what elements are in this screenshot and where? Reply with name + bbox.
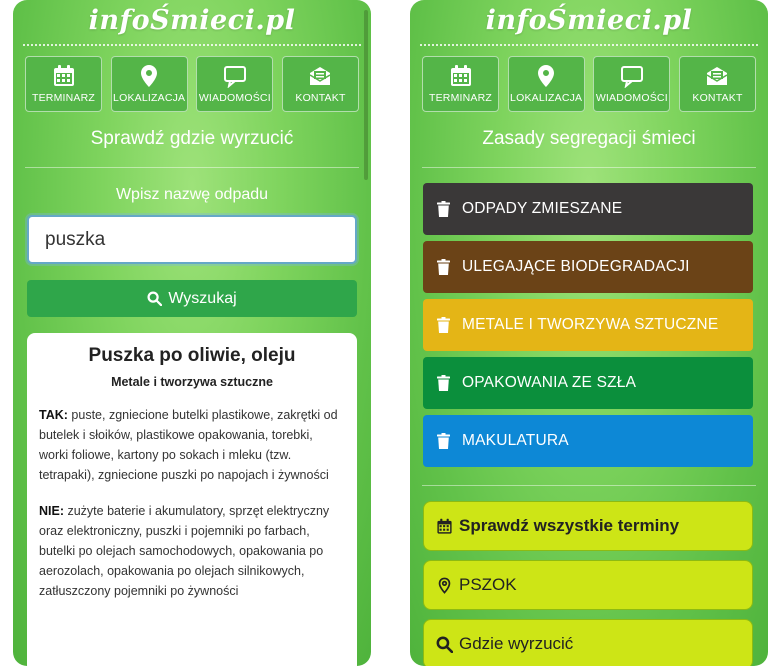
pszok-button[interactable] xyxy=(423,560,753,610)
divider xyxy=(25,167,359,168)
result-yes-text xyxy=(39,405,345,485)
search-button[interactable] xyxy=(27,280,357,317)
trash-icon xyxy=(437,433,450,449)
result-card xyxy=(27,333,357,666)
action-label: Gdzie wyrzucić xyxy=(459,634,574,653)
trash-icon xyxy=(437,317,450,333)
message-icon xyxy=(223,64,247,88)
map-marker-icon xyxy=(436,577,453,594)
trash-icon xyxy=(437,259,450,275)
divider xyxy=(422,167,756,168)
result-category: Metale i tworzywa sztuczne xyxy=(111,375,273,389)
nav-label: KONTAKT xyxy=(295,92,346,104)
nav-label: WIADOMOŚCI xyxy=(198,92,271,104)
message-icon xyxy=(620,64,644,88)
category-label: OPAKOWANIA ZE SZŁA xyxy=(462,374,637,391)
nav-label: KONTAKT xyxy=(692,92,743,104)
main-nav xyxy=(422,56,756,112)
category-biodegradacji[interactable] xyxy=(423,241,753,293)
search-label: Wpisz nazwę odpadu xyxy=(115,186,269,203)
where-to-throw-button[interactable] xyxy=(423,619,753,666)
category-label: MAKULATURA xyxy=(462,432,569,449)
calendar-icon xyxy=(52,64,76,88)
dotted-divider xyxy=(420,44,758,46)
category-szklo[interactable] xyxy=(423,357,753,409)
search-button-label: Wyszukaj xyxy=(168,289,237,307)
nav-kontakt-button[interactable] xyxy=(679,56,756,112)
category-makulatura[interactable] xyxy=(423,415,753,467)
search-icon xyxy=(436,636,453,653)
yes-label: TAK: xyxy=(39,408,68,422)
search-icon xyxy=(147,291,162,306)
calendar-icon xyxy=(449,64,473,88)
yes-text: puste, zgniecione butelki plastikowe, zakrętki od butelek i słoików, plastikowe opakowania, torebki, worki foliowe, kartony po sokach i mleku (tzw. tetrapaki), zgniecione puszki po napojach i żywności xyxy=(39,408,338,482)
main-nav xyxy=(25,56,359,112)
mail-icon xyxy=(705,64,729,88)
nav-label: TERMINARZ xyxy=(31,92,96,104)
result-title: Puszka po oliwie, oleju xyxy=(88,345,296,366)
nav-label: WIADOMOŚCI xyxy=(595,92,668,104)
nav-label: LOKALIZACJA xyxy=(113,92,186,104)
nav-label: LOKALIZACJA xyxy=(510,92,583,104)
search-input[interactable] xyxy=(27,215,357,264)
map-pin-icon xyxy=(137,64,161,88)
action-label: Sprawdź wszystkie terminy xyxy=(459,516,680,535)
no-label: NIE: xyxy=(39,504,64,518)
search-screen xyxy=(13,0,371,666)
result-no-text xyxy=(39,501,345,601)
site-logo[interactable]: infoŚmieci.pl xyxy=(485,5,693,36)
nav-lokalizacja-button[interactable] xyxy=(111,56,188,112)
category-label: ODPADY ZMIESZANE xyxy=(462,200,623,217)
nav-lokalizacja-button[interactable] xyxy=(508,56,585,112)
dotted-divider xyxy=(23,44,361,46)
nav-terminarz-button[interactable] xyxy=(25,56,102,112)
no-text: zużyte baterie i akumulatory, sprzęt elektryczny oraz elektroniczny, puszki i pojemniki po farbach, butelki po olejach samochodowych, opakowania po aerozolach, opakowania po olejach silnikowych, zatłuszczony pojemniki po żywności xyxy=(39,504,330,598)
nav-kontakt-button[interactable] xyxy=(282,56,359,112)
divider xyxy=(422,485,756,486)
category-odpady-zmieszane[interactable] xyxy=(423,183,753,235)
trash-icon xyxy=(437,201,450,217)
page-title: Zasady segregacji śmieci xyxy=(482,128,696,149)
category-metale-tworzywa[interactable] xyxy=(423,299,753,351)
nav-terminarz-button[interactable] xyxy=(422,56,499,112)
all-terms-button[interactable] xyxy=(423,501,753,551)
category-label: METALE I TWORZYWA SZTUCZNE xyxy=(462,316,719,333)
action-label: PSZOK xyxy=(459,575,517,594)
site-logo[interactable]: infoŚmieci.pl xyxy=(88,5,296,36)
nav-wiadomosci-button[interactable] xyxy=(593,56,670,112)
calendar-icon xyxy=(436,518,453,535)
mail-icon xyxy=(308,64,332,88)
segregation-screen xyxy=(410,0,768,666)
map-pin-icon xyxy=(534,64,558,88)
trash-icon xyxy=(437,375,450,391)
nav-wiadomosci-button[interactable] xyxy=(196,56,273,112)
page-title: Sprawdź gdzie wyrzucić xyxy=(90,128,294,149)
category-label: ULEGAJĄCE BIODEGRADACJI xyxy=(462,258,690,275)
nav-label: TERMINARZ xyxy=(428,92,493,104)
